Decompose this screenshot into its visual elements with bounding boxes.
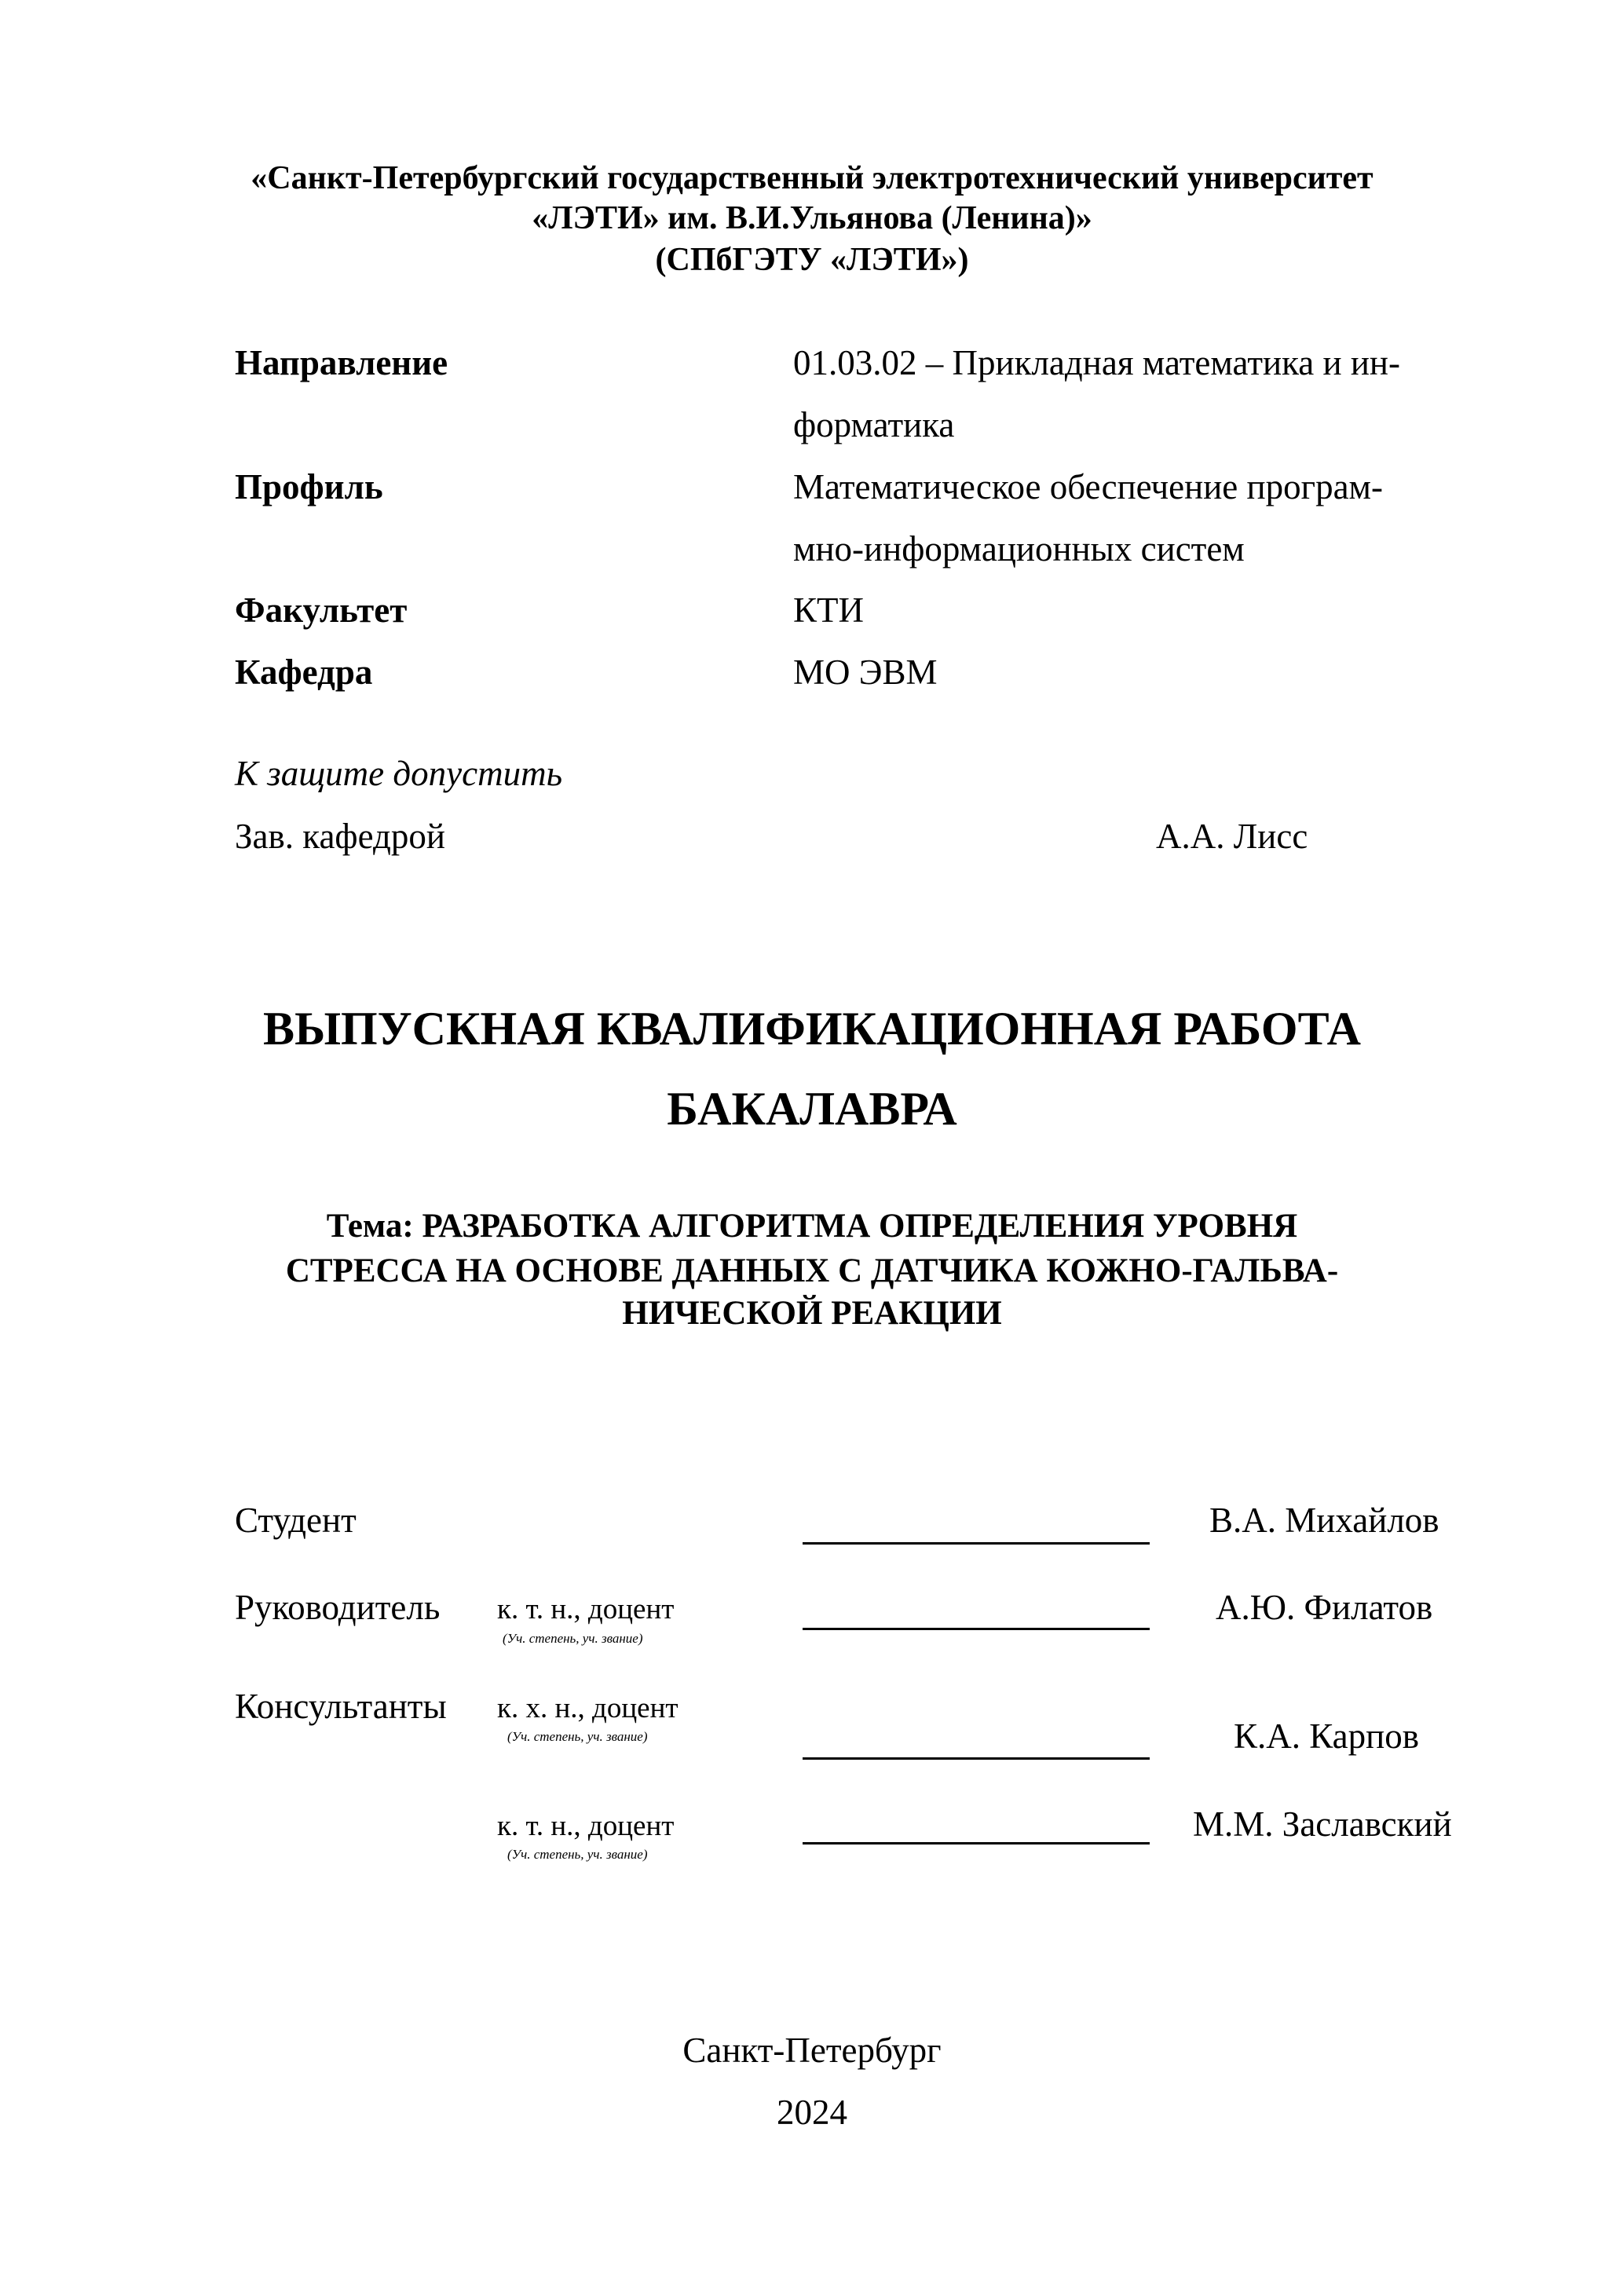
consultants-label: Консультанты [235,1687,447,1726]
consultant1-signature-line [803,1757,1150,1760]
direction-value-line2: форматика [793,405,955,444]
profile-value-line1: Математическое обеспечение програм- [793,467,1384,506]
head-of-department-name: А.А. Лисс [1156,817,1308,856]
university-abbrev: (СПбГЭТУ «ЛЭТИ») [655,242,969,278]
topic-line2: СТРЕССА НА ОСНОВЕ ДАННЫХ С ДАТЧИКА КОЖНО-ГАЛЬВА- [285,1252,1339,1289]
work-title-line1: ВЫПУСКНАЯ КВАЛИФИКАЦИОННАЯ РАБОТА [263,1003,1361,1055]
department-label: Кафедра [235,653,373,692]
admit-to-defense: К защите допустить [235,754,563,793]
supervisor-degree: к. т. н., доцент [497,1593,675,1625]
topic-line1: Тема: РАЗРАБОТКА АЛГОРИТМА ОПРЕДЕЛЕНИЯ УРОВНЯ [326,1208,1298,1245]
consultant2-degree-hint: (Уч. степень, уч. звание) [507,1847,648,1862]
head-of-department-label: Зав. кафедрой [235,817,445,856]
direction-label: Направление [235,343,448,382]
supervisor-signature-line [803,1628,1150,1630]
university-name-line2: «ЛЭТИ» им. В.И.Ульянова (Ленина)» [532,200,1092,236]
student-label: Студент [235,1501,357,1540]
supervisor-name: А.Ю. Филатов [1216,1588,1433,1627]
profile-label: Профиль [235,467,383,506]
student-name: В.А. Михайлов [1209,1501,1439,1540]
consultant2-name: М.М. Заславский [1193,1804,1452,1844]
consultant2-degree: к. т. н., доцент [497,1810,675,1842]
department-value: МО ЭВМ [793,653,938,692]
consultant1-degree-hint: (Уч. степень, уч. звание) [507,1729,648,1744]
supervisor-degree-hint: (Уч. степень, уч. звание) [503,1631,643,1646]
faculty-value: КТИ [793,590,864,630]
consultant1-name: К.А. Карпов [1234,1717,1419,1756]
consultant2-signature-line [803,1842,1150,1844]
university-name-line1: «Санкт-Петербургский государственный электротехнический университет [251,160,1373,196]
supervisor-label: Руководитель [235,1588,441,1627]
faculty-label: Факультет [235,590,408,630]
city: Санкт-Петербург [682,2031,942,2070]
direction-value-line1: 01.03.02 – Прикладная математика и ин- [793,343,1400,382]
student-signature-line [803,1542,1150,1545]
year: 2024 [777,2093,847,2132]
consultant1-degree: к. х. н., доцент [497,1692,678,1724]
work-title-line2: БАКАЛАВРА [667,1083,957,1135]
profile-value-line2: мно-информационных систем [793,529,1245,569]
topic-line3: НИЧЕСКОЙ РЕАКЦИИ [622,1295,1002,1332]
